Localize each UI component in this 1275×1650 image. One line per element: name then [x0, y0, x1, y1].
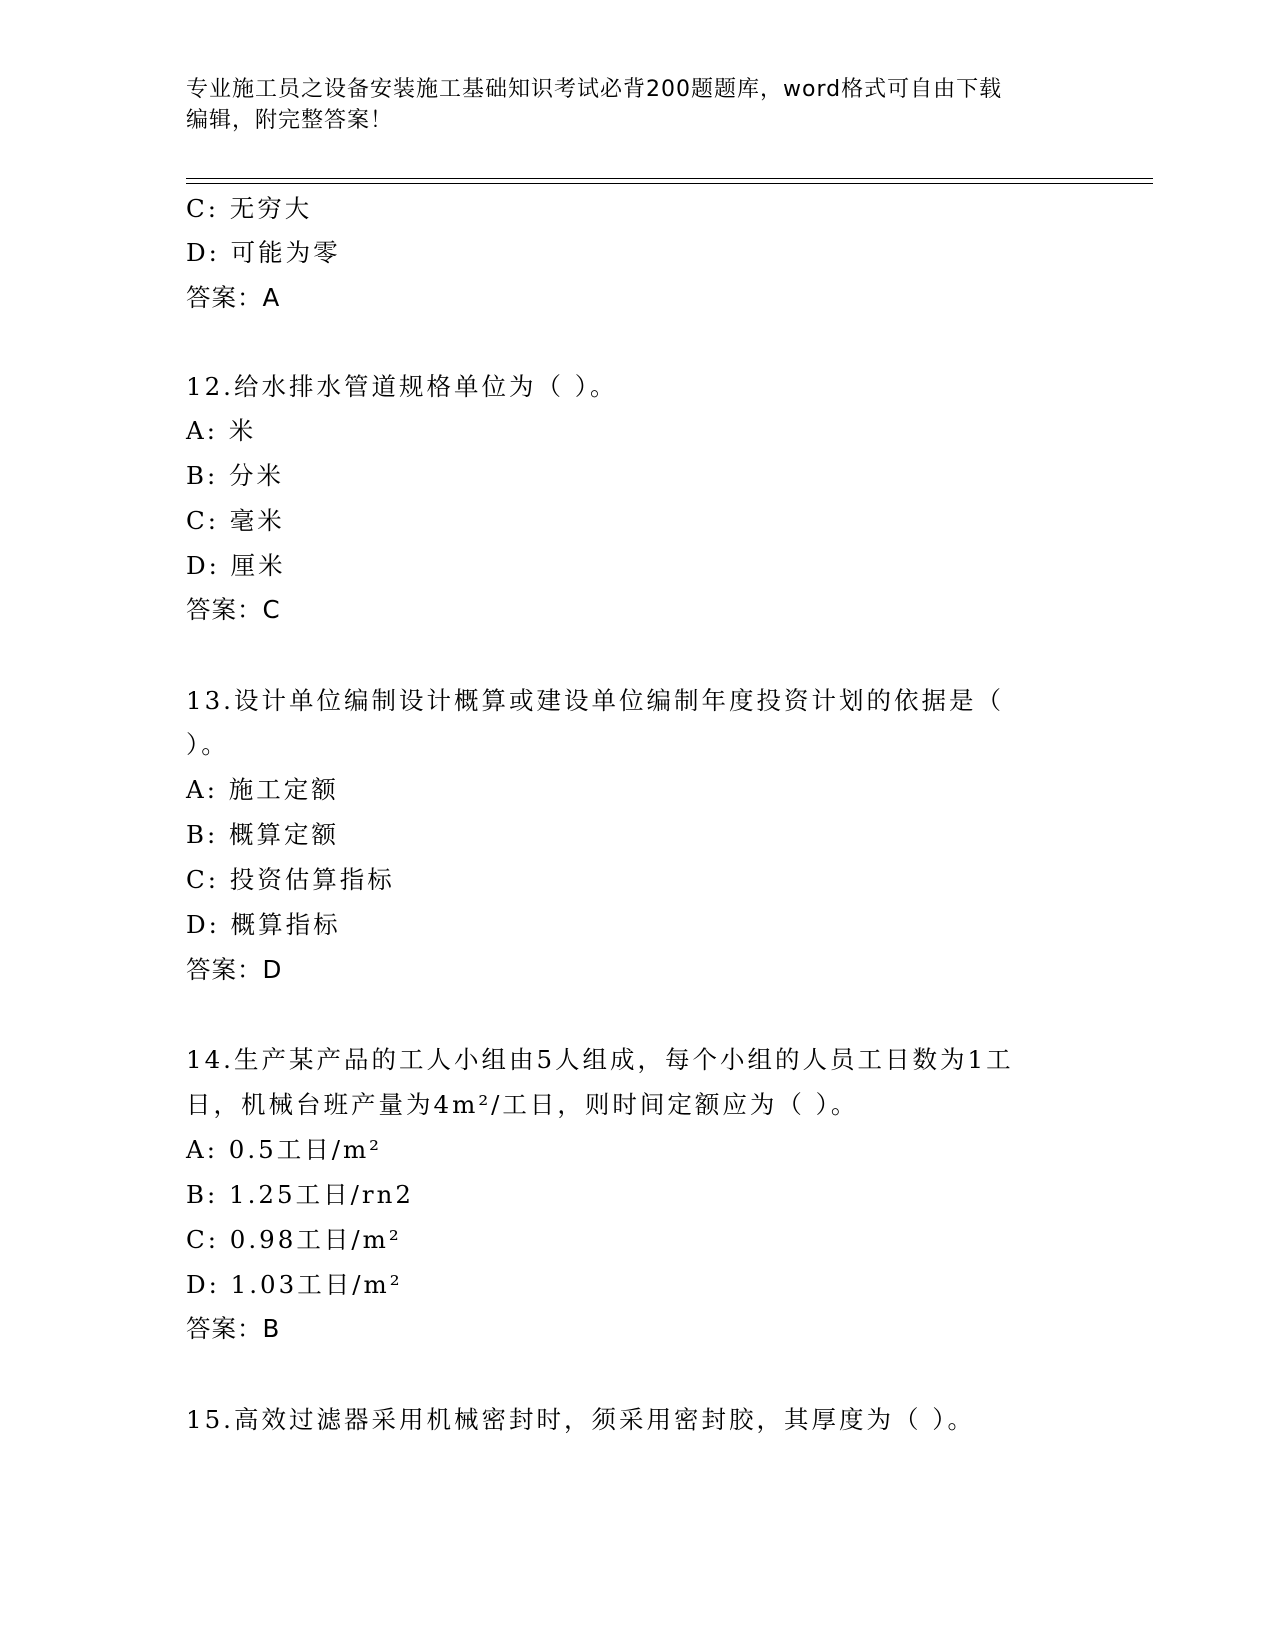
- q11-answer: 答案：A: [186, 283, 281, 312]
- q15-stem: 15.高效过滤器采用机械密封时，须采用密封胶，其厚度为（ ）。: [186, 1405, 975, 1434]
- q12-option-d: D: 厘米: [186, 551, 286, 580]
- q13-stem-line-2: ）。: [186, 730, 229, 759]
- q13-option-d: D: 概算指标: [186, 910, 341, 939]
- q14-answer: 答案：B: [186, 1314, 281, 1343]
- document-header: [186, 74, 1066, 136]
- q11-option-d: D: 可能为零: [186, 238, 341, 267]
- header-line-1: 专业施工员之设备安装施工基础知识考试必背200题题库，word格式可自由下载: [186, 77, 1003, 102]
- header-divider-bottom: [186, 183, 1153, 184]
- q13-answer: 答案：D: [186, 955, 283, 984]
- q13-option-c: C: 投资估算指标: [186, 865, 395, 894]
- q14-option-c: C: 0.98工日/m²: [186, 1225, 402, 1254]
- q14-option-a: A: 0.5工日/m²: [186, 1135, 383, 1164]
- q12-stem: 12.给水排水管道规格单位为（ ）。: [186, 372, 618, 401]
- q12-option-c: C: 毫米: [186, 506, 285, 535]
- q13-option-b: B: 概算定额: [186, 820, 340, 849]
- q13-stem-line-1: 13.设计单位编制设计概算或建设单位编制年度投资计划的依据是（: [186, 686, 1004, 715]
- header-line-2: 编辑，附完整答案！: [186, 108, 394, 133]
- q12-answer: 答案：C: [186, 595, 281, 624]
- q11-option-c: C: 无穷大: [186, 194, 313, 223]
- q12-option-a: A: 米: [186, 416, 257, 445]
- q14-option-b: B: 1.25工日/rn2: [186, 1180, 414, 1209]
- header-divider-top: [186, 178, 1153, 179]
- q14-stem-line-1: 14.生产某产品的工人小组由5人组成，每个小组的人员工日数为1工: [186, 1045, 1014, 1074]
- q14-option-d: D: 1.03工日/m²: [186, 1270, 403, 1299]
- q14-stem-line-2: 日，机械台班产量为4m²/工日，则时间定额应为（ ）。: [186, 1090, 859, 1119]
- q12-option-b: B: 分米: [186, 461, 285, 490]
- q13-option-a: A: 施工定额: [186, 775, 339, 804]
